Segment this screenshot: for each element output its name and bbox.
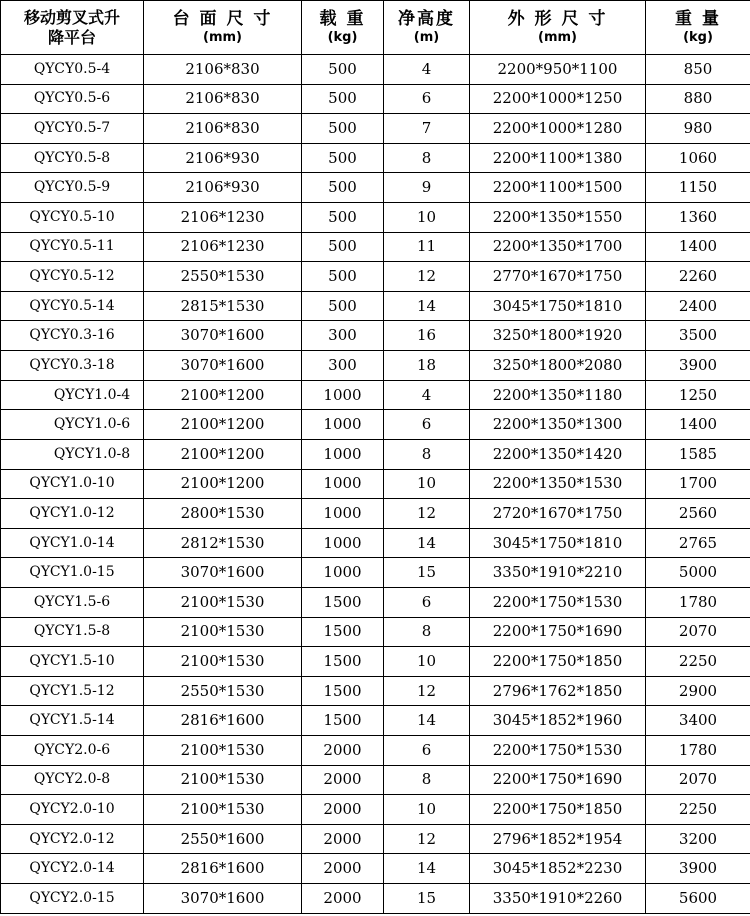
table-row [1,351,750,381]
model-cell: QYCY1.0-15 [1,558,144,588]
table-row [1,884,750,914]
platform-size-cell: 2100*1530 [144,765,302,795]
header-row [1,1,750,55]
platform-size-column-header [144,1,302,55]
height-cell: 12 [384,262,470,292]
model-cell: QYCY1.5-6 [1,587,144,617]
overall-size-cell: 2796*1852*1954 [470,824,646,854]
load-cell: 500 [302,203,384,233]
load-cell: 500 [302,55,384,85]
load-cell: 1500 [302,587,384,617]
height-cell: 12 [384,676,470,706]
model-cell: QYCY1.0-8 [1,439,144,469]
platform-size-cell: 2100*1530 [144,736,302,766]
height-cell: 12 [384,499,470,529]
model-cell: QYCY1.5-12 [1,676,144,706]
height-cell: 8 [384,439,470,469]
platform-size-cell: 2100*1200 [144,380,302,410]
platform-size-cell: 3070*1600 [144,558,302,588]
model-cell: QYCY0.3-18 [1,351,144,381]
weight-cell: 3900 [646,854,750,884]
load-header-label: 载 重 [319,8,366,29]
platform-size-cell: 2100*1530 [144,647,302,677]
load-cell: 2000 [302,824,384,854]
platform-size-cell: 2816*1600 [144,854,302,884]
weight-cell: 2260 [646,262,750,292]
table-row [1,410,750,440]
load-cell: 1000 [302,439,384,469]
overall-size-cell: 2200*1750*1530 [470,587,646,617]
weight-cell: 1400 [646,232,750,262]
table-row [1,262,750,292]
table-row [1,795,750,825]
height-cell: 6 [384,736,470,766]
table-row [1,617,750,647]
model-cell: QYCY1.5-10 [1,647,144,677]
model-cell: QYCY2.0-8 [1,765,144,795]
overall-size-cell: 2200*1750*1530 [470,736,646,766]
model-cell: QYCY0.3-16 [1,321,144,351]
model-cell: QYCY0.5-14 [1,291,144,321]
model-cell: QYCY1.0-12 [1,499,144,529]
weight-cell: 1250 [646,380,750,410]
weight-cell: 5000 [646,558,750,588]
table-row [1,706,750,736]
model-cell: QYCY2.0-10 [1,795,144,825]
weight-cell: 1360 [646,203,750,233]
height-cell: 14 [384,706,470,736]
platform-size-cell: 2550*1530 [144,262,302,292]
height-cell: 6 [384,587,470,617]
model-cell: QYCY2.0-12 [1,824,144,854]
load-column-header [302,1,384,55]
load-cell: 2000 [302,736,384,766]
overall-size-header-unit: (mm) [538,29,577,45]
platform-size-cell: 2100*1200 [144,439,302,469]
platform-size-cell: 2106*930 [144,143,302,173]
model-cell: QYCY2.0-15 [1,884,144,914]
platform-size-cell: 2106*830 [144,114,302,144]
table-row [1,558,750,588]
weight-cell: 1150 [646,173,750,203]
height-cell: 4 [384,55,470,85]
model-cell: QYCY2.0-6 [1,736,144,766]
table-row [1,84,750,114]
weight-cell: 2560 [646,499,750,529]
load-cell: 2000 [302,765,384,795]
height-cell: 9 [384,173,470,203]
load-cell: 2000 [302,854,384,884]
height-cell: 14 [384,854,470,884]
platform-size-cell: 2800*1530 [144,499,302,529]
platform-size-cell: 2100*1200 [144,410,302,440]
height-cell: 4 [384,380,470,410]
model-cell: QYCY0.5-4 [1,55,144,85]
height-cell: 15 [384,558,470,588]
overall-size-cell: 3045*1750*1810 [470,528,646,558]
table-row [1,854,750,884]
load-cell: 500 [302,232,384,262]
platform-size-cell: 2812*1530 [144,528,302,558]
table-row [1,55,750,85]
model-cell: QYCY0.5-8 [1,143,144,173]
table-row [1,173,750,203]
load-cell: 1000 [302,469,384,499]
height-cell: 8 [384,617,470,647]
height-cell: 12 [384,824,470,854]
overall-size-cell: 2200*1350*1180 [470,380,646,410]
overall-size-column-header [470,1,646,55]
platform-size-cell: 2100*1200 [144,469,302,499]
load-cell: 1000 [302,410,384,440]
height-cell: 6 [384,84,470,114]
weight-cell: 1780 [646,587,750,617]
model-cell: QYCY2.0-14 [1,854,144,884]
weight-cell: 3900 [646,351,750,381]
overall-size-cell: 2200*1350*1700 [470,232,646,262]
weight-cell: 5600 [646,884,750,914]
height-cell: 11 [384,232,470,262]
platform-size-cell: 2100*1530 [144,795,302,825]
overall-size-cell: 2200*1750*1690 [470,765,646,795]
weight-cell: 3500 [646,321,750,351]
height-cell: 16 [384,321,470,351]
platform-size-cell: 2106*830 [144,84,302,114]
model-cell: QYCY0.5-9 [1,173,144,203]
table-row [1,380,750,410]
load-cell: 500 [302,262,384,292]
table-row [1,528,750,558]
height-cell: 8 [384,143,470,173]
platform-size-cell: 2815*1530 [144,291,302,321]
overall-size-cell: 3045*1852*2230 [470,854,646,884]
model-cell: QYCY1.5-14 [1,706,144,736]
overall-size-cell: 2796*1762*1850 [470,676,646,706]
model-cell: QYCY1.5-8 [1,617,144,647]
height-cell: 10 [384,795,470,825]
overall-size-cell: 2200*1000*1250 [470,84,646,114]
table-row [1,232,750,262]
overall-size-cell: 2200*1750*1850 [470,647,646,677]
model-cell: QYCY1.0-4 [1,380,144,410]
weight-cell: 2250 [646,647,750,677]
overall-size-cell: 2200*1350*1530 [470,469,646,499]
table-row [1,676,750,706]
weight-cell: 980 [646,114,750,144]
table-header [1,1,750,55]
table-row [1,499,750,529]
load-cell: 1500 [302,647,384,677]
overall-size-cell: 2200*1350*1420 [470,439,646,469]
platform-size-header-unit: (mm) [203,29,242,45]
load-cell: 300 [302,351,384,381]
table-row [1,114,750,144]
height-header-unit: (m) [413,29,440,45]
overall-size-cell: 3350*1910*2210 [470,558,646,588]
model-header-line-2: 降平台 [47,27,96,47]
overall-size-cell: 3045*1852*1960 [470,706,646,736]
table-row [1,439,750,469]
platform-size-cell: 2550*1530 [144,676,302,706]
model-cell: QYCY0.5-7 [1,114,144,144]
platform-size-cell: 2100*1530 [144,617,302,647]
weight-header-unit: (kg) [683,29,713,45]
height-cell: 14 [384,291,470,321]
overall-size-cell: 2770*1670*1750 [470,262,646,292]
platform-size-cell: 3070*1600 [144,321,302,351]
platform-size-cell: 3070*1600 [144,351,302,381]
weight-cell: 3200 [646,824,750,854]
height-cell: 15 [384,884,470,914]
overall-size-cell: 3350*1910*2260 [470,884,646,914]
model-cell: QYCY0.5-11 [1,232,144,262]
weight-cell: 880 [646,84,750,114]
weight-cell: 2400 [646,291,750,321]
load-cell: 2000 [302,795,384,825]
load-header-unit: (kg) [327,29,358,45]
model-cell: QYCY1.0-10 [1,469,144,499]
height-cell: 10 [384,203,470,233]
weight-cell: 2070 [646,617,750,647]
load-cell: 1000 [302,528,384,558]
weight-cell: 850 [646,55,750,85]
height-cell: 8 [384,765,470,795]
weight-cell: 1060 [646,143,750,173]
model-cell: QYCY1.0-6 [1,410,144,440]
platform-size-cell: 2816*1600 [144,706,302,736]
model-header-line-1: 移动剪叉式升 [23,7,120,27]
weight-cell: 2900 [646,676,750,706]
table-row [1,203,750,233]
platform-size-cell: 2106*830 [144,55,302,85]
weight-cell: 1780 [646,736,750,766]
overall-size-cell: 2200*1350*1550 [470,203,646,233]
weight-cell: 2765 [646,528,750,558]
platform-size-cell: 2100*1530 [144,587,302,617]
load-cell: 500 [302,291,384,321]
overall-size-cell: 2200*1100*1500 [470,173,646,203]
load-cell: 1000 [302,380,384,410]
overall-size-header-label: 外 形 尺 寸 [507,8,608,29]
model-cell: QYCY1.0-14 [1,528,144,558]
weight-cell: 3400 [646,706,750,736]
overall-size-cell: 3045*1750*1810 [470,291,646,321]
load-cell: 1500 [302,706,384,736]
weight-column-header [646,1,750,55]
height-cell: 6 [384,410,470,440]
platform-size-cell: 2550*1600 [144,824,302,854]
model-column-header [1,1,144,55]
load-cell: 1500 [302,676,384,706]
table-row [1,587,750,617]
table-row [1,469,750,499]
table-row [1,765,750,795]
table-body [1,55,750,914]
model-cell: QYCY0.5-10 [1,203,144,233]
weight-cell: 2250 [646,795,750,825]
platform-size-cell: 2106*930 [144,173,302,203]
table-row [1,291,750,321]
weight-cell: 1400 [646,410,750,440]
height-column-header [384,1,470,55]
overall-size-cell: 3250*1800*1920 [470,321,646,351]
platform-size-header-label: 台 面 尺 寸 [172,8,273,29]
load-cell: 300 [302,321,384,351]
overall-size-cell: 2200*1100*1380 [470,143,646,173]
platform-size-cell: 2106*1230 [144,203,302,233]
height-cell: 10 [384,469,470,499]
load-cell: 1000 [302,558,384,588]
height-header-label: 净高度 [398,8,455,29]
load-cell: 500 [302,114,384,144]
load-cell: 1000 [302,499,384,529]
overall-size-cell: 2720*1670*1750 [470,499,646,529]
height-cell: 18 [384,351,470,381]
load-cell: 1500 [302,617,384,647]
table-row [1,647,750,677]
load-cell: 500 [302,84,384,114]
platform-size-cell: 3070*1600 [144,884,302,914]
height-cell: 14 [384,528,470,558]
overall-size-cell: 2200*1750*1850 [470,795,646,825]
weight-cell: 1585 [646,439,750,469]
table-row [1,736,750,766]
weight-header-label: 重 量 [675,8,721,29]
overall-size-cell: 2200*1750*1690 [470,617,646,647]
overall-size-cell: 2200*1350*1300 [470,410,646,440]
model-cell: QYCY0.5-12 [1,262,144,292]
overall-size-cell: 2200*1000*1280 [470,114,646,144]
load-cell: 500 [302,143,384,173]
height-cell: 7 [384,114,470,144]
weight-cell: 1700 [646,469,750,499]
overall-size-cell: 2200*950*1100 [470,55,646,85]
table-row [1,143,750,173]
platform-size-cell: 2106*1230 [144,232,302,262]
overall-size-cell: 3250*1800*2080 [470,351,646,381]
load-cell: 2000 [302,884,384,914]
table-row [1,824,750,854]
height-cell: 10 [384,647,470,677]
model-cell: QYCY0.5-6 [1,84,144,114]
load-cell: 500 [302,173,384,203]
table-row [1,321,750,351]
weight-cell: 2070 [646,765,750,795]
